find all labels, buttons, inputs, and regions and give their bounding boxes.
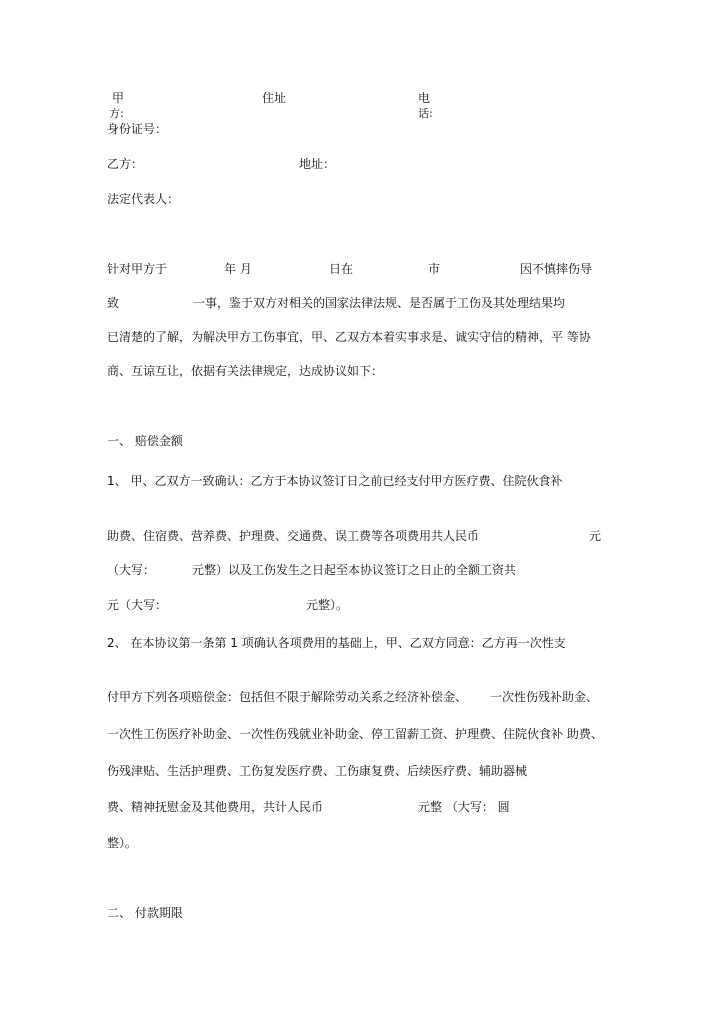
item-2-line-5: 费、精神抚慰金及其他费用，共计人民币 [107, 800, 324, 814]
phone-label: 电 [418, 91, 431, 105]
intro-city: 市 [428, 262, 441, 276]
section-2-heading: 二、 付款期限 [107, 906, 183, 920]
item-1-line-4-start: 元（大写： [107, 598, 168, 612]
item-1-line-3-start: （大写： [107, 563, 156, 577]
item-2-line-5-end: 元整 （大写： 圆 [418, 800, 510, 814]
party-a-label-suffix: 方: [109, 107, 124, 120]
intro-line-2-start: 致 [107, 296, 120, 310]
item-2-line-6: 整）。 [107, 836, 138, 850]
item-1-line-2-unit: 元 [589, 529, 602, 543]
intro-line-4: 商、互谅互让，依据有关法律规定，达成协议如下： [107, 364, 384, 378]
intro-line-2: 一事，鉴于双方对相关的国家法律法规、是否属于工伤及其处理结果均 [193, 296, 566, 310]
item-2-line-3: 一次性工伤医疗补助金、一次性伤残就业补助金、停工留薪工资、护理费、住院伙食补 助费、 [107, 727, 603, 741]
party-b-label: 乙方： [107, 157, 144, 171]
intro-line-1: 针对甲方于 [107, 262, 168, 276]
item-1-line-4-end: 元整）。 [306, 598, 349, 612]
item-2-line-2: 付甲方下列各项赔偿金：包括但不限于解除劳动关系之经济补偿金、 [107, 690, 468, 704]
id-number-label: 身份证号： [107, 122, 168, 136]
address-label: 住址 [262, 91, 287, 105]
item-2-line-2-end: 一次性伤残补助金、 [490, 690, 599, 704]
intro-line-1-end: 因不慎摔伤导 [520, 262, 593, 276]
section-1-heading: 一、 赔偿金额 [107, 434, 183, 448]
item-1-line-1: 1、 甲、乙双方一致确认：乙方于本协议签订日之前已经支付甲方医疗费、住院伙食补 [107, 474, 563, 488]
intro-line-3: 已清楚的了解，为解决甲方工伤事宜，甲、乙双方本着实事求是、诚实守信的精神，平 等协 [107, 330, 591, 344]
party-a-label: 甲 [112, 91, 125, 105]
phone-label-suffix: 话: [418, 107, 433, 120]
party-b-address-label: 地址： [299, 157, 336, 171]
item-1-line-3: 元整）以及工伤发生之日起至本协议签订之日止的全额工资共 [192, 563, 517, 577]
legal-representative-label: 法定代表人： [107, 192, 180, 206]
item-2-line-4: 伤残津贴、生活护理费、工伤复发医疗费、工伤康复费、后续医疗费、辅助器械 [107, 764, 528, 778]
intro-day: 日在 [329, 262, 354, 276]
item-2-line-1: 2、 在本协议第一条第 1 项确认各项费用的基础上，甲、乙双方同意：乙方再一次性支 [107, 636, 566, 650]
item-1-line-2: 助费、住宿费、营养费、护理费、交通费、误工费等各项费用共人民币 [107, 529, 480, 543]
intro-year-month: 年 月 [224, 262, 252, 276]
